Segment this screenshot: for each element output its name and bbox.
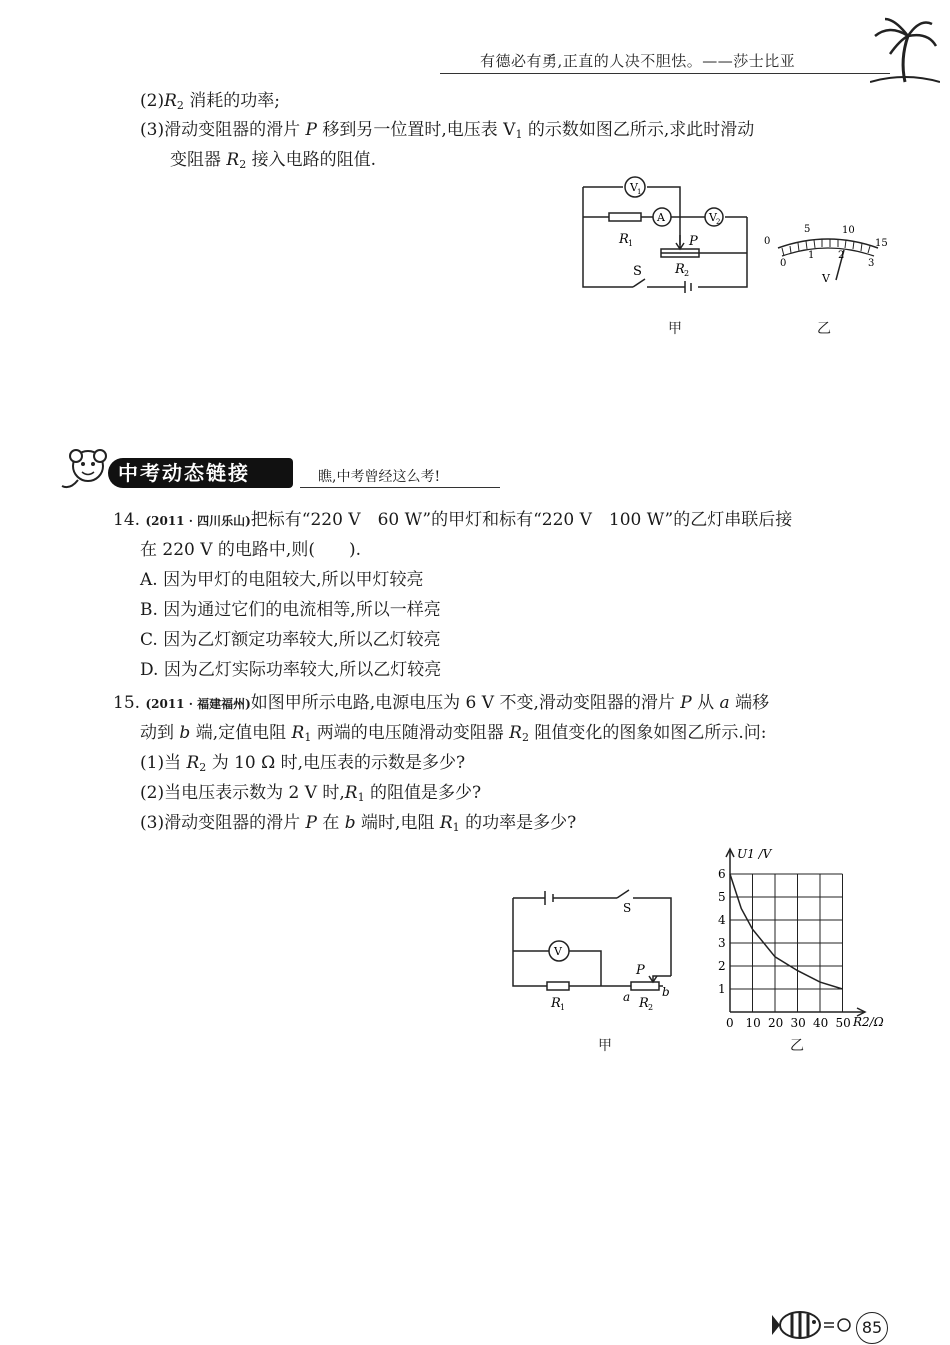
chart-y-tick-label: 6 [718, 867, 726, 881]
q14-option-b: B. 因为通过它们的电流相等,所以一样亮 [140, 600, 441, 620]
chart-y-tick-label: 5 [718, 890, 726, 904]
circuit-diagram-2 [505, 880, 690, 1020]
v2-meter-sub: 2 [716, 218, 721, 226]
fig2-p-label: P [636, 963, 645, 978]
meter-unit: V [822, 272, 830, 285]
meter-upper-tick-2: 10 [842, 225, 855, 236]
fig2-r2-label: R [639, 996, 649, 1011]
chart-x-tick-label: 10 [745, 1016, 761, 1030]
chart-y-tick-label: 1 [718, 982, 726, 996]
fig2-b-label: b [662, 985, 670, 999]
meter-lower-tick-3: 3 [868, 258, 875, 269]
meter-upper-tick-0: 0 [764, 236, 771, 247]
meter-upper-tick-3: 15 [875, 238, 888, 249]
u1-vs-r2-chart [705, 840, 900, 1035]
chart-grid [730, 874, 843, 1012]
header-rule [440, 73, 890, 74]
chart-xlabel: R2/Ω [853, 1015, 884, 1029]
fig2-caption-left: 甲 [598, 1038, 612, 1054]
meter-lower-tick-1: 1 [808, 250, 815, 261]
voltmeter-dial [760, 220, 895, 285]
r2-sub: 2 [684, 269, 690, 278]
r1-sub: 1 [628, 239, 634, 248]
fig2-r1-label: R [551, 996, 561, 1011]
q15-sub3: (3)滑动变阻器的滑片 P 在 b 端时,电阻 $R_1$ 的功率是多少? [140, 813, 577, 834]
header-motto: 有德必有勇,正直的人决不胆怯。——莎士比亚 [480, 52, 796, 70]
r2-label: R [675, 262, 685, 277]
v1-meter-sub: 1 [637, 188, 642, 196]
fish-icon [772, 1305, 857, 1345]
section-subtitle: 瞧,中考曾经这么考! [318, 469, 441, 485]
q14-line2: 在 220 V 的电路中,则( ). [140, 540, 362, 560]
fig2-voltmeter-label: V [554, 945, 562, 958]
fig1-caption-right: 乙 [817, 321, 831, 337]
prev-q3-line2: 变阻器 $R_2$ 接入电路的阻值. [170, 150, 377, 171]
fig2-switch-label: S [623, 901, 632, 915]
p-label: P [689, 234, 698, 249]
meter-lower-tick-0: 0 [780, 258, 787, 269]
fig2-r1-sub: 1 [560, 1003, 566, 1012]
chart-x-tick-label: 40 [813, 1016, 829, 1030]
palm-tree-icon [870, 14, 940, 84]
v1-meter-label: V [630, 181, 638, 194]
chart-x-tick-label: 20 [768, 1016, 784, 1030]
fig2-r2-sub: 2 [648, 1003, 654, 1012]
q15-line2: 动到 b 端,定值电阻 $R_1$ 两端的电压随滑动变阻器 $R_2$ 阻值变化的图象如图乙所示.问: [140, 723, 767, 744]
r1-label: R [619, 232, 629, 247]
fig2-caption-right: 乙 [790, 1038, 804, 1054]
ammeter-label: A [657, 211, 665, 224]
chart-y-tick-label: 2 [718, 959, 726, 973]
chart-x-tick-label: 0 [726, 1016, 734, 1030]
prev-q2: $(2)R_2$ 消耗的功率; [140, 91, 281, 112]
q15-sub1: (1)当 $R_2$ 为 10 Ω 时,电压表的示数是多少? [140, 753, 466, 774]
q14-option-c: C. 因为乙灯额定功率较大,所以乙灯较亮 [140, 630, 441, 650]
chart-x-tick-label: 30 [790, 1016, 806, 1030]
fig1-caption-left: 甲 [668, 321, 682, 337]
v2-meter-label: V [709, 211, 717, 224]
chart-ylabel: U1 /V [737, 847, 772, 861]
chart-ticks [718, 867, 851, 1030]
chart-x-tick-label: 50 [835, 1016, 851, 1030]
meter-upper-tick-1: 5 [804, 224, 811, 235]
page-number: 85 [856, 1312, 888, 1344]
switch-label: S [633, 264, 642, 279]
q14-option-a: A. 因为甲灯的电阻较大,所以甲灯较亮 [140, 570, 424, 590]
circuit-diagram-1 [575, 175, 775, 300]
chart-y-tick-label: 4 [718, 913, 726, 927]
section-rule [300, 487, 500, 488]
meter-lower-tick-2: 2 [838, 250, 845, 261]
fig2-a-label: a [623, 990, 631, 1004]
section-title: 中考动态链接 [108, 458, 293, 488]
q15-sub2: (2)当电压表示数为 2 V 时$,R_1$ 的阻值是多少? [140, 783, 482, 804]
chart-y-tick-label: 3 [718, 936, 726, 950]
prev-q3-line1: (3)滑动变阻器的滑片 P 移到另一位置时,电压表 $V_1$ 的示数如图乙所示,求此时滑动 [140, 120, 755, 141]
q14-option-d: D. 因为乙灯实际功率较大,所以乙灯较亮 [140, 660, 442, 680]
q14-line1: 14. (2011 · 四川乐山)把标有“220 V 60 W”的甲灯和标有“220 V 100 W”的乙灯串联后接 [113, 510, 793, 530]
section-banner [58, 452, 298, 492]
chart-series-u1-line [730, 874, 843, 989]
q15-line1: 15. (2011 · 福建福州)如图甲所示电路,电源电压为 6 V 不变,滑动变阻器的滑片 P 从 a 端移 [113, 693, 770, 713]
